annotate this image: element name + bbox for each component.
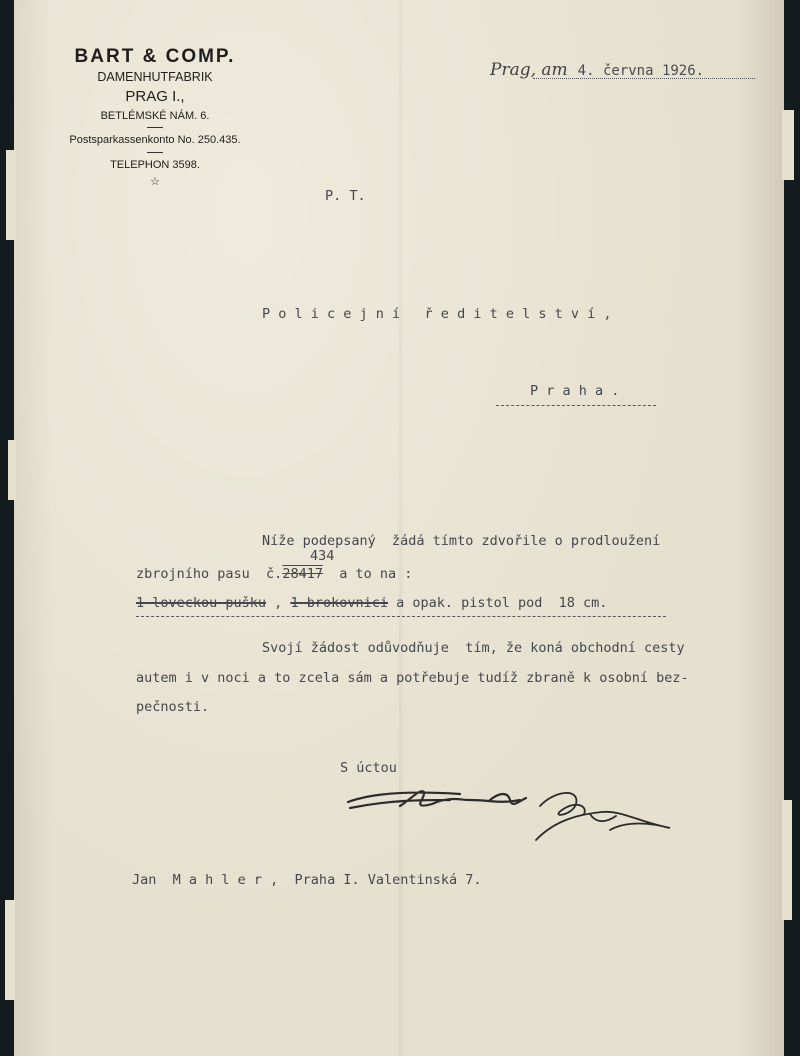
star-icon: ☆ (150, 176, 160, 188)
paper-tear (6, 150, 16, 240)
letterhead-divider (147, 127, 163, 128)
pass-number-struck: 28417 (282, 566, 323, 582)
paper-tear (782, 110, 794, 180)
date-prefix: Prag, am (490, 60, 568, 80)
body-line-2-start: zbrojního pasu č. (136, 566, 283, 582)
recipient-city: P r a h a . (530, 383, 620, 399)
recipient-underline (496, 405, 656, 406)
body-line-2-end: a to na : (322, 566, 413, 582)
salutation: P. T. (325, 188, 366, 204)
postal-account: Postsparkassenkonto No. 250.435. (69, 134, 241, 146)
company-name: BART & COMP. (74, 46, 236, 67)
number-correction: 434 (310, 548, 335, 564)
paper-tear (8, 440, 16, 500)
item-pistol: a opak. pistol pod 18 cm. (387, 595, 608, 611)
body-para2-line-3: pečnosti. (136, 699, 210, 715)
company-subtitle: DAMENHUTFABRIK (97, 70, 213, 84)
date-value: 4. června 1926. (577, 63, 705, 79)
sender-line: Jan M a h l e r , Praha I. Valentinská 7. (132, 872, 482, 888)
company-city: PRAG I., (125, 88, 185, 105)
closing: S úctou (340, 760, 397, 776)
paper-tear (5, 900, 15, 1000)
struck-item-rifle: 1 loveckou pušku (136, 595, 267, 611)
struck-item-shotgun: 1 brokovnici (290, 595, 388, 611)
body-line-1: Níže podepsaný žádá tímto zdvořile o prodloužení (262, 533, 661, 549)
telephone: TELEPHON 3598. (110, 159, 200, 171)
recipient-name: P o l i c e j n í ř e d i t e l s t v í , (262, 306, 612, 322)
body-line-2 (136, 566, 412, 582)
paper-tear (782, 800, 792, 920)
letterhead-divider (147, 152, 163, 153)
item-separator: , (266, 595, 291, 611)
handwritten-signature (340, 770, 700, 860)
letter-date (490, 60, 704, 80)
body-para2-line-1: Svojí žádost odůvodňuje tím, že koná obchodní cesty (262, 640, 685, 656)
body-line-3 (136, 595, 607, 611)
company-address: BETLÉMSKÉ NÁM. 6. (100, 110, 210, 122)
date-dotted-line (533, 78, 755, 79)
body-para2-line-2: autem i v noci a to zcela sám a potřebuje tudíž zbraně k osobní bez- (136, 670, 689, 686)
items-underline (136, 616, 666, 617)
